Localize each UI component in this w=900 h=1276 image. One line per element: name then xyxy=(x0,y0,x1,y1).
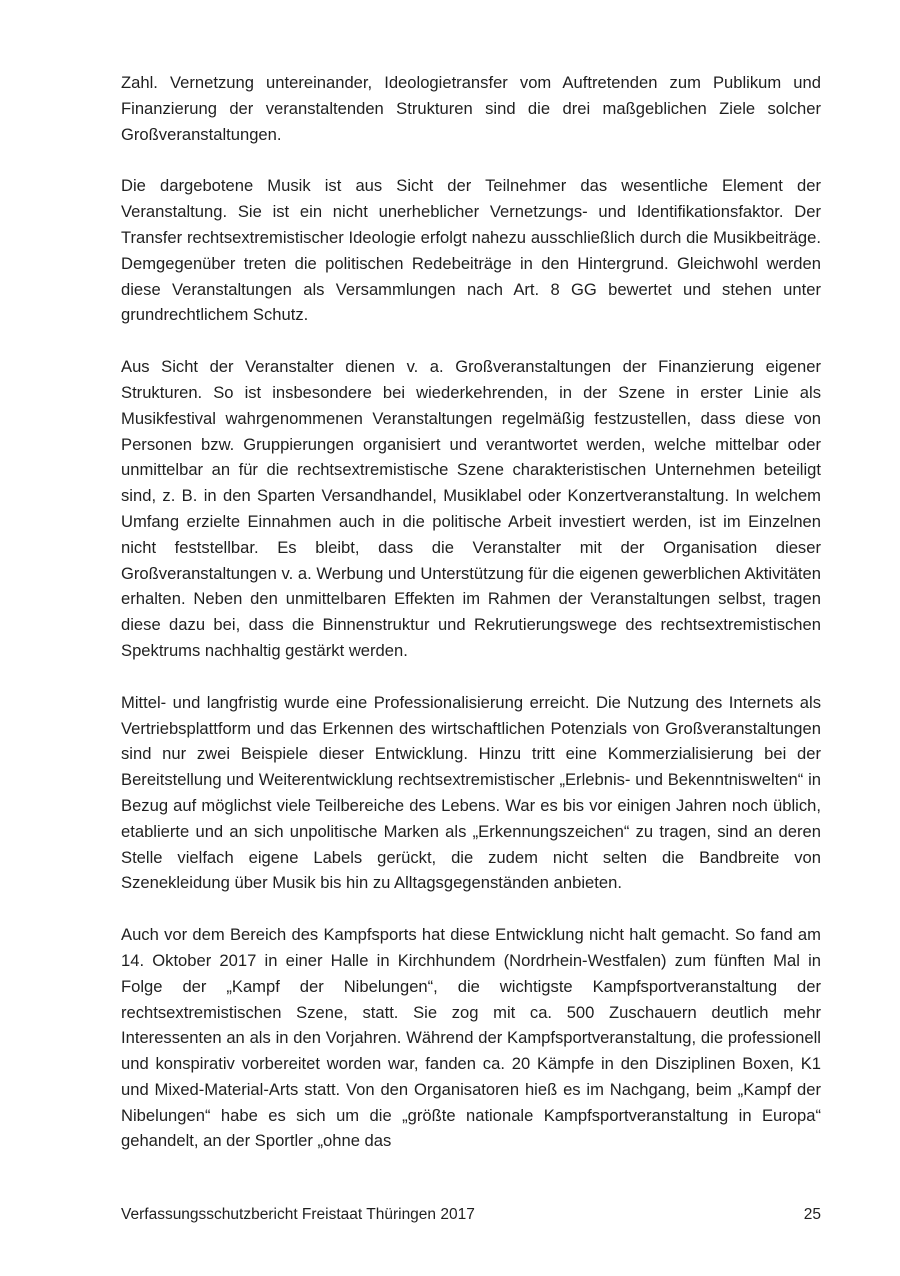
paragraph-5: Auch vor dem Bereich des Kampfsports hat diese Entwicklung nicht halt gemacht. So fand am 14. Oktober 2017 in einer Halle in Kirchhundem (Nordrhein-Westfalen) zum fünften Mal in Folge der „Kampf der Nibelungen“, die wichtigste Kampfsportveranstaltung der rechtsextremistischen Szene, statt. Sie zog mit ca. 500 Zuschauern deutlich mehr Interessenten an als in den Vorjahren. Während der Kampfsportveranstaltung, die professionell und konspirativ vorbereitet worden war, fanden ca. 20 Kämpfe in den Disziplinen Boxen, K1 und Mixed-Material-Arts statt. Von den Organisatoren hieß es im Nachgang, beim „Kampf der Nibelungen“ habe es sich um die „größte nationale Kampfsportveranstaltung in Europa“ gehandelt, an der Sportler „ohne das xyxy=(121,925,821,1151)
paragraph-4: Mittel- und langfristig wurde eine Professionalisierung erreicht. Die Nutzung des Internets als Vertriebsplattform und das Erkennen des wirtschaftlichen Potenzials von Großveranstaltungen sind nur zwei Beispiele dieser Entwicklung. Hinzu tritt eine Kommerzialisierung bei der Bereitstellung und Weiterentwicklung rechtsextremistischer „Erlebnis- und Bekenntniswelten“ in Bezug auf möglichst viele Teilbereiche des Lebens. War es bis vor einigen Jahren noch üblich, etablierte und an sich unpolitische Marken als „Erkennungszeichen“ zu tragen, sind an deren Stelle vielfach eigene Labels gerückt, die zudem nicht selten die Bandbreite von Szenekleidung über Musik bis hin zu Alltagsgegenständen anbieten. xyxy=(121,692,821,893)
paragraph-3: Aus Sicht der Veranstalter dienen v. a. Großveranstaltungen der Finanzierung eigener Strukturen. So ist insbesondere bei wiederkehrenden, in der Szene in erster Linie als Musikfestival wahrgenommenen Veranstaltungen regelmäßig festzustellen, dass diese von Personen bzw. Gruppierungen organisiert und verantwortet werden, welche mittelbar oder unmittelbar an für die rechtsextremistische Szene charakteristischen Unternehmen beteiligt sind, z. B. in den Sparten Versandhandel, Musiklabel oder Konzertveranstaltung. In welchem Umfang erzielte Einnahmen auch in die politische Arbeit investiert werden, ist im Einzelnen nicht feststellbar. Es bleibt, dass die Veranstalter mit der Organisation dieser Großveranstaltungen v. a. Werbung und Unterstützung für die eigenen gewerblichen Aktivitäten erhalten. Neben den unmittelbaren Effekten im Rahmen der Veranstaltungen selbst, tragen diese dazu bei, dass die Binnenstruktur und Rekrutierungswege des rechtsextremistischen Spektrums nachhaltig gestärkt werden. xyxy=(121,357,821,660)
page-number: 25 xyxy=(803,1206,821,1223)
page-footer xyxy=(121,1205,821,1225)
page-body xyxy=(121,70,821,1180)
footer-title: Verfassungsschutzbericht Freistaat Thüringen 2017 xyxy=(121,1206,475,1223)
paragraph-1: Zahl. Vernetzung untereinander, Ideologietransfer vom Auftretenden zum Publikum und Finanzierung der veranstaltenden Strukturen sind die drei maßgeblichen Ziele solcher Großveranstaltungen. xyxy=(121,73,821,144)
paragraph-2: Die dargebotene Musik ist aus Sicht der Teilnehmer das wesentliche Element der Veranstaltung. Sie ist ein nicht unerheblicher Vernetzungs- und Identifikationsfaktor. Der Transfer rechtsextremistischer Ideologie erfolgt nahezu ausschließlich durch die Musikbeiträge. Demgegenüber treten die politischen Redebeiträge in den Hintergrund. Gleichwohl werden diese Veranstaltungen als Versammlungen nach Art. 8 GG bewertet und stehen unter grundrechtlichem Schutz. xyxy=(121,176,821,325)
